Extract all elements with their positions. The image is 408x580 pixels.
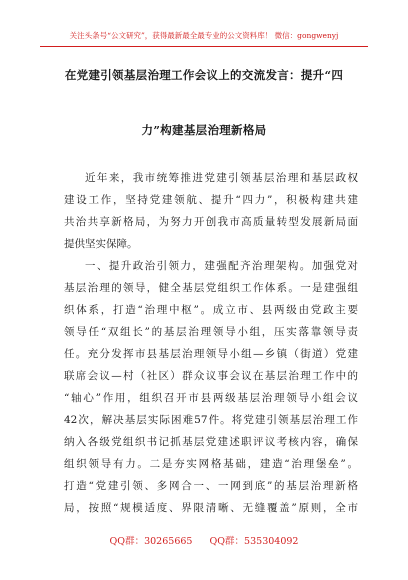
text-line: 联席会议—村（社区）群众议事会议在基层治理工作中的 — [64, 370, 358, 382]
footer-qq-group-2: QQ群：535304092 — [209, 536, 299, 547]
paragraph-section-one — [64, 255, 358, 519]
text-line: 提供坚实保障。 — [64, 238, 138, 250]
text-line: 任。充分发挥市县基层治理领导小组—乡镇（街道）党建 — [64, 348, 358, 360]
document-title-line-2: 力”构建基层治理新格局 — [141, 123, 267, 137]
paragraph-intro — [64, 167, 358, 255]
text-line: 共治共享新格局，为努力开创我市高质量转型发展新局面 — [64, 216, 358, 228]
header-banner: 关注头条号“公文研究”，获得最新最全最专业的公文资料库！ 微信：gongwenyj — [40, 30, 368, 47]
text-line: 织体系，打造“治理中枢”。成立市、县两级由党政主要 — [64, 304, 358, 316]
text-line: 打造“党建引领、多网合一、一网到底”的基层治理新格 — [64, 480, 358, 492]
footer-qq-group-1: QQ群：30265665 — [109, 536, 193, 547]
text-line: 领导任“双组长”的基层治理领导小组，压实落靠领导责 — [64, 326, 358, 338]
footer-contact — [0, 533, 408, 547]
text-line: 一、提升政治引领力，建强配齐治理架构。加强党对 — [85, 260, 358, 272]
text-line: 纳入各级党组织书记抓基层党建述职评议考核内容，确保 — [64, 436, 358, 448]
text-line: 建设工作，坚持党建领航、提升“四力”，积极构建共建 — [64, 194, 358, 206]
text-line: 基层治理的领导，健全基层党组织工作体系。一是建强组 — [64, 282, 358, 294]
text-line: 近年来，我市统筹推进党建引领基层治理和基层政权 — [85, 172, 358, 184]
text-line: 组织领导有力。二是夯实网格基础，建造“治理堡垒”。 — [64, 458, 358, 470]
text-line: “轴心”作用，组织召开市县两级基层治理领导小组会议 — [64, 392, 358, 404]
text-line: 42次，解决基层实际困难57件。将党建引领基层治理工作 — [64, 414, 358, 426]
text-line: 局，按照“规模适度、界限清晰、无缝覆盖”原则，全市 — [64, 502, 358, 514]
document-title-line-1: 在党建引领基层治理工作会议上的交流发言：提升“四 — [64, 68, 344, 82]
